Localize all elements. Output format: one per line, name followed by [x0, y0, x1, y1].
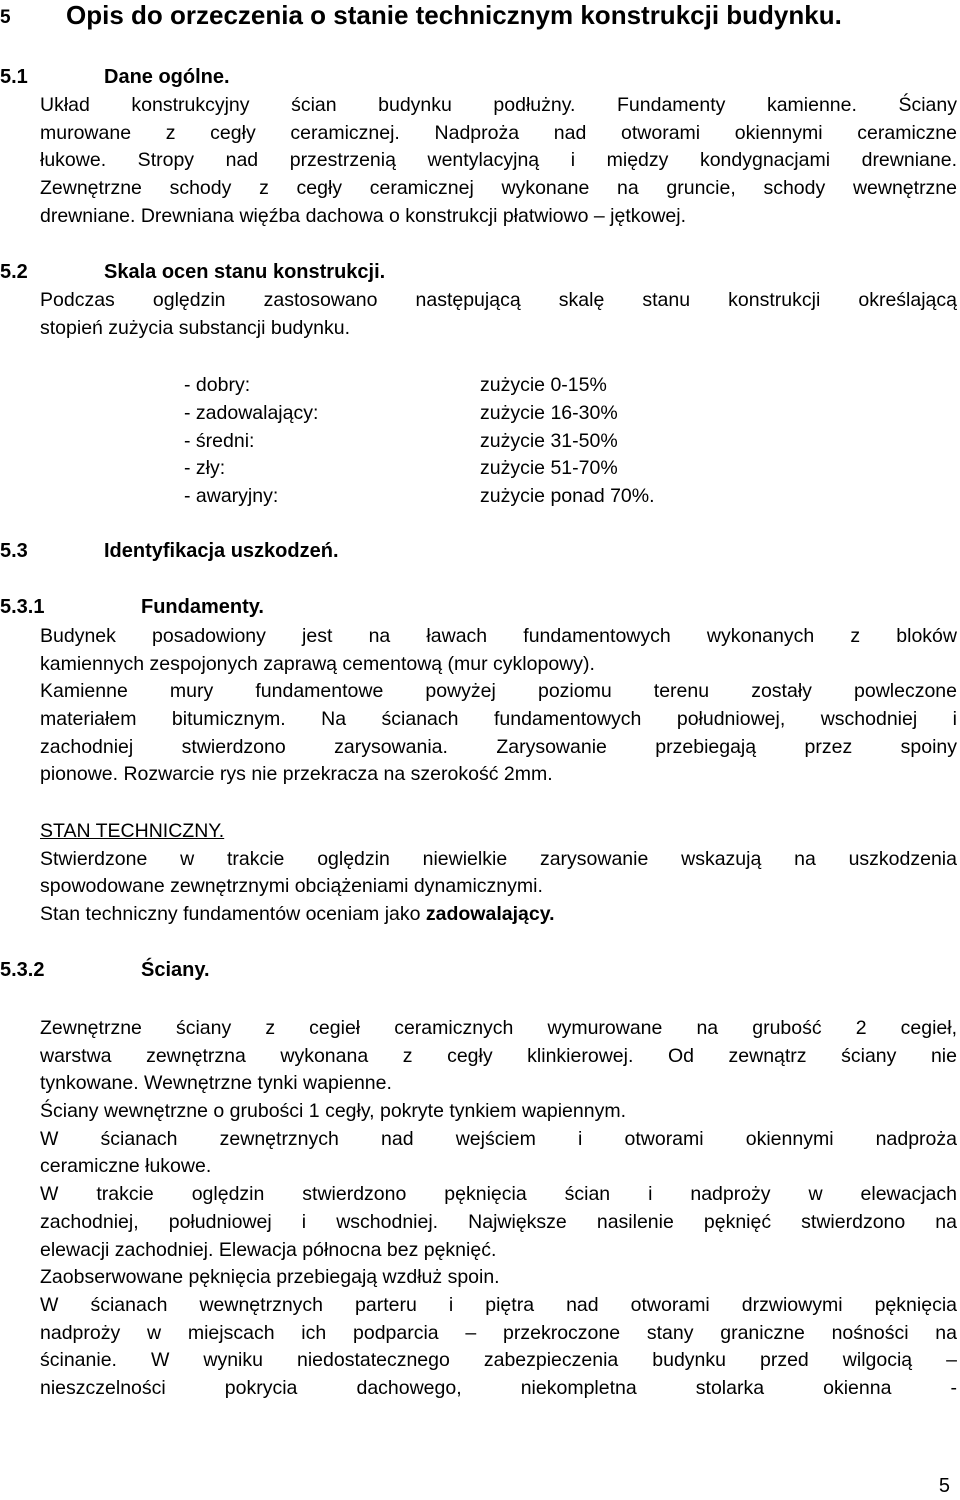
- subsection-number: 5.3: [0, 540, 28, 562]
- scale-label: - awaryjny:: [184, 485, 279, 508]
- paragraph-foundations-status: [40, 818, 957, 929]
- scale-value: zużycie 51-70%: [480, 457, 618, 480]
- text-line: zachodniej, południowej i wschodniej. Największe nasilenie pęknięć stwierdzono na: [40, 1210, 957, 1233]
- text-line: tynkowane. Wewnętrzne tynki wapienne.: [40, 1072, 392, 1095]
- page-number: 5: [938, 1475, 950, 1497]
- paragraph-walls: [40, 1015, 957, 1403]
- text-line: ceramiczne łukowe.: [40, 1155, 212, 1178]
- assessment-value: zadowalający.: [425, 903, 555, 926]
- text-line: Zewnętrzne schody z cegły ceramicznej wykonane na gruncie, schody wewnętrzne: [40, 177, 957, 200]
- text-line: Ściany wewnętrzne o grubości 1 cegły, pokryte tynkiem wapiennym.: [40, 1100, 626, 1123]
- paragraph-foundations: [40, 623, 957, 789]
- subsection-title: Dane ogólne.: [104, 66, 230, 88]
- text-line: nadproży w miejscach ich podparcia – przekroczone stany graniczne nośności na: [40, 1321, 957, 1344]
- subsection-number: 5.1: [0, 66, 28, 88]
- scale-label: - dobry:: [184, 374, 251, 396]
- text-line: Podczas oględzin zastosowano następującą skalę stanu konstrukcji określającą: [40, 289, 957, 311]
- scale-label: - zadowalający:: [184, 401, 319, 424]
- text-line: stopień zużycia substancji budynku.: [40, 316, 351, 339]
- text-line: Budynek posadowiony jest na ławach fundamentowych wykonanych z bloków: [40, 625, 957, 647]
- subsection-title: Skala ocen stanu konstrukcji.: [104, 261, 386, 283]
- text-line: materiałem bitumicznym. Na ścianach fundamentowych południowej, wschodniej i: [40, 708, 957, 731]
- status-heading: STAN TECHNICZNY.: [40, 820, 225, 842]
- text-line: kamiennych zespojonych zaprawą cementową (mur cyklopowy).: [40, 652, 595, 675]
- text-line: W trakcie oględzin stwierdzono pęknięcia ścian i nadproży w elewacjach: [40, 1183, 957, 1206]
- subsection-title: Ściany.: [141, 959, 210, 981]
- text-line: murowane z cegły ceramicznej. Nadproża nad otworami okiennymi ceramiczne: [40, 121, 957, 144]
- text-line: Zaobserwowane pęknięcia przebiegają wzdłuż spoin.: [40, 1266, 500, 1289]
- section-number: 5: [0, 7, 11, 28]
- scale-value: zużycie ponad 70%.: [480, 485, 655, 508]
- text-line: zachodniej stwierdzono zarysowania. Zarysowanie przebiegają przez spoiny: [40, 735, 957, 758]
- text-line: W ścianach wewnętrznych parteru i piętra nad otworami drzwiowymi pęknięcia: [40, 1293, 957, 1316]
- scale-value: zużycie 0-15%: [480, 374, 607, 396]
- scale-label: - średni:: [184, 429, 255, 452]
- text-line: łukowe. Stropy nad przestrzenią wentylacyjną i między kondygnacjami drewniane.: [40, 149, 957, 172]
- text-line: warstwa zewnętrzna wykonana z cegły klinkierowej. Od zewnątrz ściany nie: [40, 1044, 957, 1067]
- text-line: ścinanie. W wyniku niedostatecznego zabezpieczenia budynku przed wilgocią –: [40, 1349, 957, 1372]
- section-title: Opis do orzeczenia o stanie technicznym konstrukcji budynku.: [66, 0, 842, 30]
- scale-value: zużycie 16-30%: [480, 401, 618, 424]
- text-line: spowodowane zewnętrznymi obciążeniami dynamicznymi.: [40, 875, 543, 898]
- paragraph-scale-intro: [40, 287, 957, 342]
- text-line: Zewnętrzne ściany z cegieł ceramicznych wymurowane na grubość 2 cegieł,: [40, 1017, 957, 1039]
- text-line: Układ konstrukcyjny ścian budynku podłużny. Fundamenty kamienne. Ściany: [40, 94, 957, 116]
- text-line: W ścianach zewnętrznych nad wejściem i otworami okiennymi nadproża: [40, 1127, 957, 1150]
- text-line: nieszczelności pokrycia dachowego, niekompletna stolarka okienna -: [40, 1376, 957, 1399]
- subsection-title: Fundamenty.: [141, 596, 264, 618]
- subsection-number: 5.2: [0, 261, 28, 283]
- scale-value: zużycie 31-50%: [480, 429, 618, 452]
- text-line: Stwierdzone w trakcie oględzin niewielkie zarysowanie wskazują na uszkodzenia: [40, 847, 957, 870]
- scale-label: - zły:: [184, 457, 226, 480]
- assessment-prefix: Stan techniczny fundamentów oceniam jako: [40, 903, 426, 926]
- assessment-line: [40, 901, 957, 929]
- text-line: Kamienne mury fundamentowe powyżej poziomu terenu zostały powleczone: [40, 680, 957, 703]
- text-line: pionowe. Rozwarcie rys nie przekracza na szerokość 2mm.: [40, 763, 553, 786]
- paragraph-general-data: [40, 92, 957, 230]
- text-line: elewacji zachodniej. Elewacja północna bez pęknięć.: [40, 1238, 497, 1261]
- subsection-number: 5.3.1: [0, 596, 45, 618]
- subsection-title: Identyfikacja uszkodzeń.: [104, 540, 339, 562]
- subsection-number: 5.3.2: [0, 959, 45, 981]
- text-line: drewniane. Drewniana więźba dachowa o konstrukcji płatwiowo – jętkowej.: [40, 204, 687, 227]
